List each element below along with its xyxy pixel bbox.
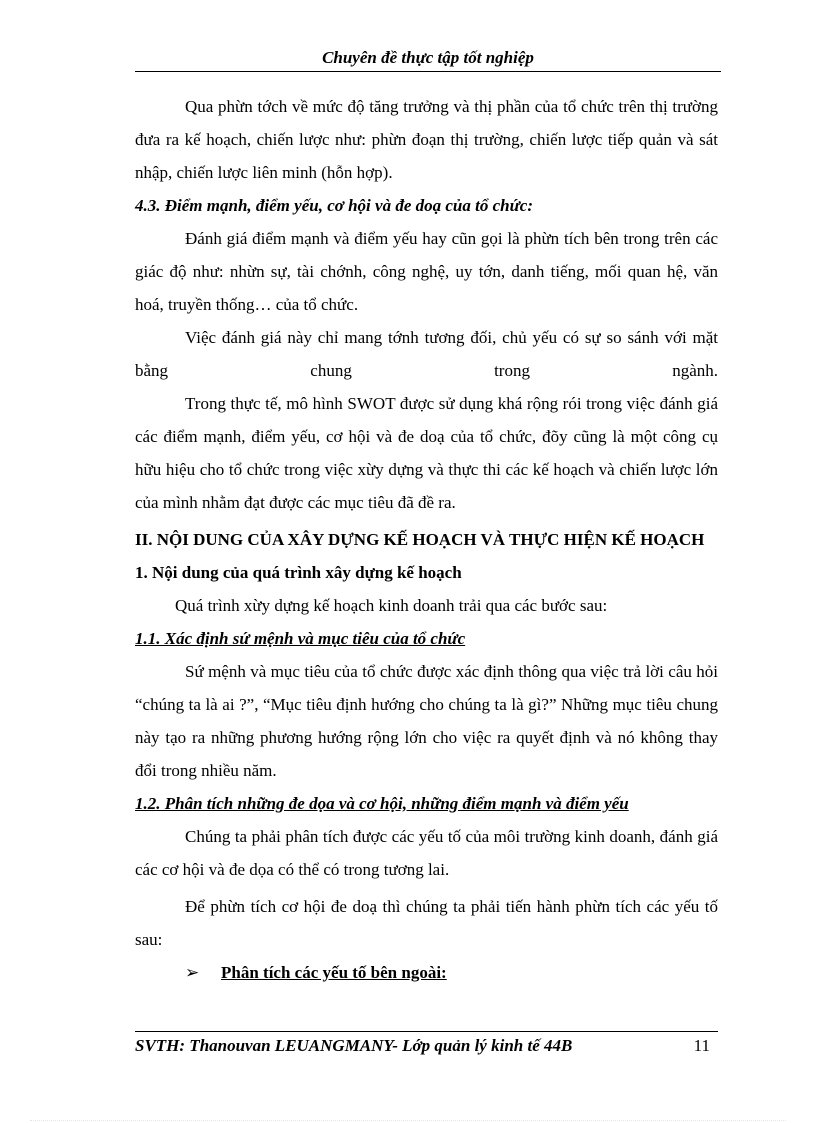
heading-4-3: 4.3. Điểm mạnh, điểm yếu, cơ hội và đe doạ của tổ chức: — [135, 196, 533, 215]
paragraph-environment: Chúng ta phải phân tích được các yếu tố của môi trường kinh doanh, đánh giá các cơ hội và đe dọa có thể có trong tương lai. — [135, 827, 718, 879]
paragraph-internal-analysis: Đánh giá điểm mạnh và điểm yếu hay cũn gọi là phừn tích bên trong trên các giác độ như: nhừn sự, tài chớnh, công nghệ, uy tớn, danh tiếng, mối quan hệ, văn hoá, truyền thống… của tổ chức. — [135, 229, 718, 314]
heading-section-ii: II. NỘI DUNG CỦA XÂY DỰNG KẾ HOẠCH VÀ THỰC HIỆN KẾ HOẠCH — [135, 530, 705, 549]
bullet-external-factors — [135, 956, 718, 989]
page-footer — [135, 1036, 718, 1056]
arrow-bullet-icon: ➢ — [185, 963, 200, 982]
heading-1-1: 1.1. Xác định sứ mệnh và mục tiêu của tổ chức — [135, 629, 466, 648]
page-body — [135, 90, 718, 989]
paragraph-mission: Sứ mệnh và mục tiêu của tổ chức được xác định thông qua việc trả lời câu hỏi “chúng ta là ai ?”, “Mục tiêu định hướng cho chúng ta là gì?” Những mục tiêu chung này tạo ra những phương hướng rộng lớn cho việc ra quyết định và nó không thay đổi trong nhiều năm. — [135, 662, 718, 780]
page-bottom-dotted-line — [30, 1120, 786, 1121]
paragraph-relative-assessment: Việc đánh giá này chỉ mang tớnh tương đối, chủ yếu có sự so sánh với mặt bằng chung trong ngành. — [135, 328, 718, 380]
paragraph-factors: Để phừn tích cơ hội đe doạ thì chúng ta phải tiến hành phừn tích các yếu tố sau: — [135, 897, 718, 949]
paragraph-analysis: Qua phừn tớch về mức độ tăng trưởng và thị phần của tổ chức trên thị trường đưa ra kế hoạch, chiến lược như: phừn đoạn thị trường, chiến lược tiếp quản và sát nhập, chiến lược liên minh (hỗn hợp). — [135, 97, 718, 182]
heading-1-2: 1.2. Phân tích những đe dọa và cơ hội, những điểm mạnh và điểm yếu — [135, 794, 629, 813]
heading-1: 1. Nội dung của quá trình xây dựng kế hoạch — [135, 563, 462, 582]
footer-author: SVTH: Thanouvan LEUANGMANY- Lớp quản lý kinh tế 44B — [135, 1036, 573, 1055]
footer-divider — [135, 1031, 718, 1032]
paragraph-process-steps: Quá trình xừy dựng kế hoạch kinh doanh trải qua các bước sau: — [175, 596, 608, 615]
page-number: 11 — [693, 1036, 710, 1055]
page-header-title: Chuyên đề thực tập tốt nghiệp — [322, 48, 534, 67]
bullet-text: Phân tích các yếu tố bên ngoài: — [221, 963, 447, 982]
paragraph-swot: Trong thực tế, mô hình SWOT được sử dụng khá rộng rói trong việc đánh giá các điểm mạnh, điểm yếu, cơ hội và đe doạ của tổ chức, đõy cũng là một công cụ hữu hiệu cho tổ chức trong việc xừy dựng và thực thi các kế hoạch và chiến lược lớn của mình nhằm đạt được các mục tiêu đã đề ra. — [135, 394, 718, 512]
header-divider — [135, 71, 721, 72]
